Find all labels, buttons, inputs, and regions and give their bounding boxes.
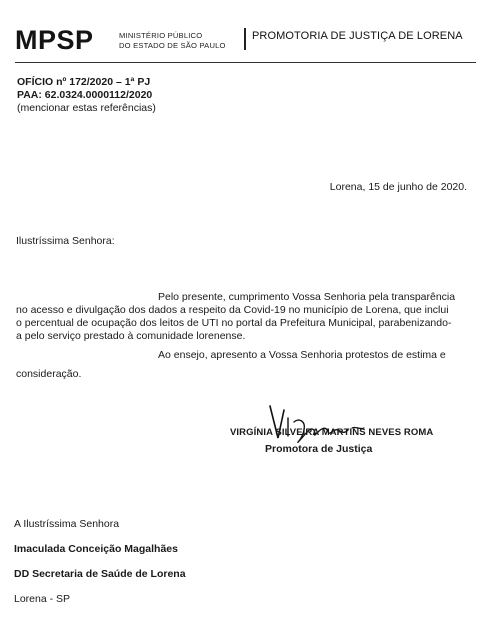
body-paragraph1-line1: Pelo presente, cumprimento Vossa Senhoria pela transparência [158, 291, 456, 303]
signer-name: VIRGÍNIA SILVEIRA MARTINS NEVES ROMA [230, 427, 434, 438]
ministry-line-2: DO ESTADO DE SÃO PAULO [119, 40, 226, 50]
body-paragraph1-line3: o percentual de ocupação dos leitos de UTI no portal da Prefeitura Municipal, parabenizando- [16, 317, 452, 329]
promotoria-title: PROMOTORIA DE JUSTIÇA DE LORENA [252, 30, 463, 42]
oficio-reference: OFÍCIO nº 172/2020 – 1ª PJ [17, 76, 151, 88]
header-vertical-divider [244, 28, 246, 50]
signer-role: Promotora de Justiça [265, 443, 373, 455]
addressee-name: Imaculada Conceição Magalhães [14, 543, 178, 555]
salutation: Ilustríssima Senhora: [16, 235, 115, 247]
body-paragraph1-line2: no acesso e divulgação dos dados a respeito da Covid-19 no município de Lorena, que inclui [16, 304, 449, 316]
body-paragraph2-line1: Ao ensejo, apresento a Vossa Senhoria protestos de estima e [158, 349, 446, 361]
ministry-name [119, 31, 226, 50]
mpsp-logo: MPSP [15, 25, 94, 55]
paa-reference: PAA: 62.0324.0000112/2020 [17, 89, 153, 101]
ministry-line-1: MINISTÉRIO PÚBLICO [119, 31, 203, 40]
body-paragraph1-line4: a pelo serviço prestado à comunidade lorenense. [16, 330, 246, 342]
addressee-department: DD Secretaria de Saúde de Lorena [14, 568, 186, 580]
addressee-intro: A Ilustríssima Senhora [14, 518, 120, 530]
reference-note: (mencionar estas referências) [17, 102, 156, 114]
header-rule [15, 62, 476, 63]
body-paragraph2-line2: consideração. [16, 368, 82, 380]
addressee-city: Lorena - SP [14, 593, 71, 605]
date-line: Lorena, 15 de junho de 2020. [329, 181, 467, 193]
